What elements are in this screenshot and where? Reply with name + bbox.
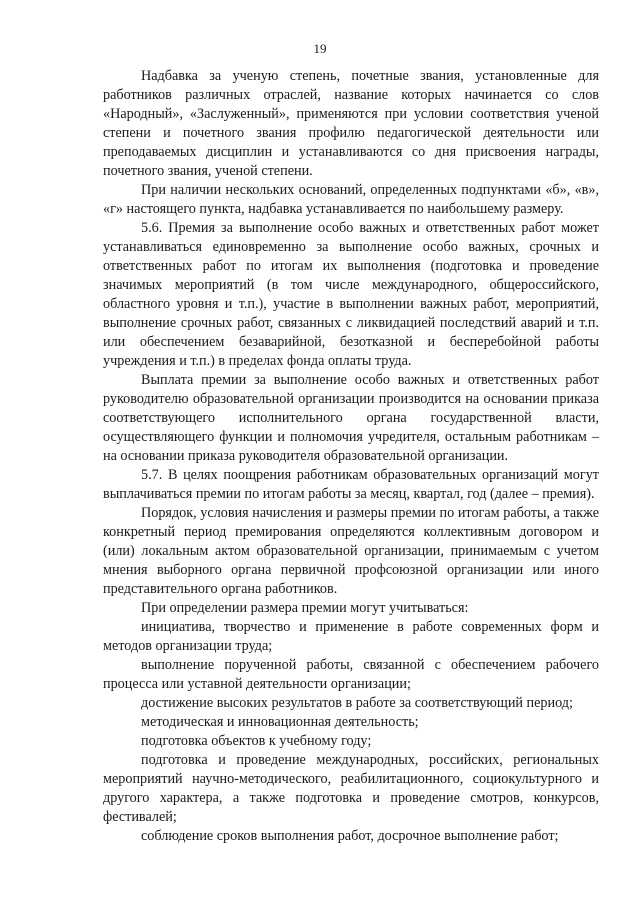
paragraph-academic-degree-allowance: Надбавка за ученую степень, почетные звания, установленные для работников различных отраслей, название которых начинается со слов «Народный», «Заслуженный», применяются при условии соответствия ученой степени и почетного звания профилю педагогической деятельности или преподаваемых дисциплин и устанавливаются со дня присвоения награды, почетного звания, ученой степени. <box>103 68 599 179</box>
document-body <box>103 67 599 846</box>
list-item-initiative: инициатива, творчество и применение в работе современных форм и методов организации труда; <box>103 619 599 654</box>
list-item-deadlines: соблюдение сроков выполнения работ, досрочное выполнение работ; <box>141 828 559 844</box>
page-number: 19 <box>313 41 327 56</box>
paragraph-bonus-criteria-intro: При определении размера премии могут учитываться: <box>141 600 469 616</box>
list-item-assigned-work: выполнение порученной работы, связанной с обеспечением рабочего процесса или уставной деятельности организации; <box>103 657 599 692</box>
paragraph-5-7-bonus: 5.7. В целях поощрения работникам образовательных организаций могут выплачиваться премии по итогам работы за месяц, квартал, год (далее – премия). <box>103 467 599 502</box>
list-item-school-year-preparation: подготовка объектов к учебному году; <box>141 733 372 749</box>
paragraph-bonus-payment-order: Выплата премии за выполнение особо важных и ответственных работ руководителю образовательной организации производится на основании приказа соответствующего исполнительного органа государственной власти, осуществляющего функции и полномочия учредителя, остальным работникам – на основании приказа руководителя образовательной организации. <box>103 372 599 464</box>
list-item-methodical-activity: методическая и инновационная деятельность; <box>141 714 419 730</box>
paragraph-multiple-grounds: При наличии нескольких оснований, определенных подпунктами «б», «в», «г» настоящего пункта, надбавка устанавливается по наибольшему размеру. <box>103 182 599 217</box>
paragraph-bonus-procedure: Порядок, условия начисления и размеры премии по итогам работы, а также конкретный период премирования определяются коллективным договором и (или) локальным актом образовательной организации, принимаемым с учетом мнения выборного органа первичной профсоюзной организации или иного представительного органа работников. <box>103 505 599 597</box>
paragraph-5-6-bonus: 5.6. Премия за выполнение особо важных и ответственных работ может устанавливаться единовременно за выполнение особо важных, срочных и ответственных работ по итогам их выполнения (подготовка и проведение значимых мероприятий (в том числе международного, общероссийского, областного уровня и т.п.), участие в выполнении важных работ, мероприятий, выполнение срочных работ, связанных с ликвидацией последствий аварий и т.п. или обеспечением безаварийной, безотказной и бесперебойной работы учреждения и т.п.) в пределах фонда оплаты труда. <box>103 220 599 369</box>
list-item-events: подготовка и проведение международных, российских, региональных мероприятий научно-методического, реабилитационного, социокультурного и другого характера, а также подготовка и проведение смотров, конкурсов, фестивалей; <box>103 752 599 825</box>
list-item-high-results: достижение высоких результатов в работе за соответствующий период; <box>141 695 573 711</box>
